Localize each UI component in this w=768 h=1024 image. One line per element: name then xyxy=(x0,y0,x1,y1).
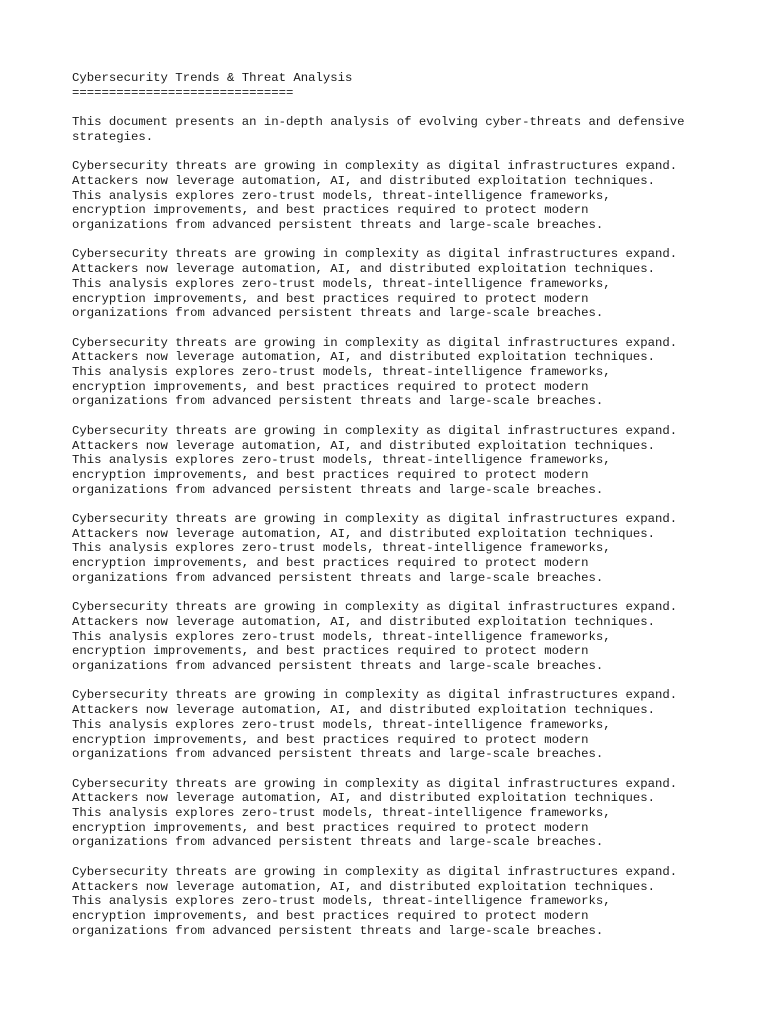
paragraph-line: Attackers now leverage automation, AI, and distributed exploitation techniques. xyxy=(72,791,655,806)
paragraph-line: encryption improvements, and best practices required to protect modern xyxy=(72,291,589,306)
paragraph-line: This analysis explores zero-trust models, threat-intelligence frameworks, xyxy=(72,365,611,379)
intro-paragraph xyxy=(72,115,732,144)
paragraph-line: This analysis explores zero-trust models, threat-intelligence frameworks, xyxy=(72,717,611,732)
paragraph-line: encryption improvements, and best practices required to protect modern xyxy=(72,732,589,747)
paragraph-line: Cybersecurity threats are growing in complexity as digital infrastructures expand. xyxy=(72,688,678,703)
paragraph-line: Attackers now leverage automation, AI, and distributed exploitation techniques. xyxy=(72,262,655,277)
paragraph-line: encryption improvements, and best practices required to protect modern xyxy=(72,908,589,923)
document-page xyxy=(72,71,732,953)
paragraph-line: Cybersecurity threats are growing in complexity as digital infrastructures expand. xyxy=(72,512,678,526)
paragraph-line: This analysis explores zero-trust models, threat-intelligence frameworks, xyxy=(72,453,611,468)
document-title: Cybersecurity Trends & Threat Analysis xyxy=(72,71,353,85)
paragraph-line: This analysis explores zero-trust models, threat-intelligence frameworks, xyxy=(72,894,611,909)
document-header xyxy=(72,71,732,100)
paragraph-line: encryption improvements, and best practices required to protect modern xyxy=(72,467,589,482)
paragraph-line: Attackers now leverage automation, AI, and distributed exploitation techniques. xyxy=(72,879,655,894)
paragraph-line: Cybersecurity threats are growing in complexity as digital infrastructures expand. xyxy=(72,335,678,350)
paragraph-line: encryption improvements, and best practices required to protect modern xyxy=(72,820,589,835)
body-paragraph xyxy=(72,865,732,939)
paragraph-line: organizations from advanced persistent threats and large-scale breaches. xyxy=(72,923,604,938)
body-paragraphs xyxy=(72,159,732,938)
paragraph-line: Cybersecurity threats are growing in complexity as digital infrastructures expand. xyxy=(72,600,678,615)
paragraph-line: Cybersecurity threats are growing in complexity as digital infrastructures expand. xyxy=(72,159,678,174)
paragraph-line: Cybersecurity threats are growing in complexity as digital infrastructures expand. xyxy=(72,423,678,438)
body-paragraph xyxy=(72,600,732,674)
paragraph-line: Attackers now leverage automation, AI, and distributed exploitation techniques. xyxy=(72,526,655,541)
paragraph-line: organizations from advanced persistent threats and large-scale breaches. xyxy=(72,835,604,850)
paragraph-line: organizations from advanced persistent threats and large-scale breaches. xyxy=(72,659,604,674)
body-paragraph xyxy=(72,424,732,498)
paragraph-line: organizations from advanced persistent threats and large-scale breaches. xyxy=(72,394,604,409)
paragraph-line: encryption improvements, and best practices required to protect modern xyxy=(72,556,589,571)
paragraph-line: This analysis explores zero-trust models, threat-intelligence frameworks, xyxy=(72,276,611,291)
paragraph-line: organizations from advanced persistent threats and large-scale breaches. xyxy=(72,747,604,762)
paragraph-line: Attackers now leverage automation, AI, and distributed exploitation techniques. xyxy=(72,438,655,453)
intro-line: This document presents an in-depth analysis of evolving cyber-threats and defensive xyxy=(72,115,685,130)
paragraph-line: Cybersecurity threats are growing in complexity as digital infrastructures expand. xyxy=(72,776,678,791)
paragraph-line: This analysis explores zero-trust models, threat-intelligence frameworks, xyxy=(72,806,611,821)
paragraph-line: organizations from advanced persistent threats and large-scale breaches. xyxy=(72,482,604,497)
paragraph-line: encryption improvements, and best practices required to protect modern xyxy=(72,379,589,394)
paragraph-line: This analysis explores zero-trust models, threat-intelligence frameworks, xyxy=(72,629,611,644)
paragraph-line: Attackers now leverage automation, AI, and distributed exploitation techniques. xyxy=(72,173,655,188)
paragraph-line: organizations from advanced persistent threats and large-scale breaches. xyxy=(72,306,604,321)
paragraph-line: This analysis explores zero-trust models, threat-intelligence frameworks, xyxy=(72,541,611,556)
body-paragraph xyxy=(72,159,732,233)
body-paragraph xyxy=(72,247,732,321)
paragraph-line: Attackers now leverage automation, AI, and distributed exploitation techniques. xyxy=(72,703,655,718)
paragraph-line: Cybersecurity threats are growing in complexity as digital infrastructures expand. xyxy=(72,247,678,262)
paragraph-line: encryption improvements, and best practices required to protect modern xyxy=(72,644,589,659)
paragraph-line: organizations from advanced persistent threats and large-scale breaches. xyxy=(72,570,604,585)
paragraph-line: This analysis explores zero-trust models, threat-intelligence frameworks, xyxy=(72,188,611,203)
body-paragraph xyxy=(72,777,732,851)
paragraph-line: encryption improvements, and best practices required to protect modern xyxy=(72,203,589,218)
intro-line: strategies. xyxy=(72,129,154,144)
paragraph-line: Cybersecurity threats are growing in complexity as digital infrastructures expand. xyxy=(72,864,678,879)
paragraph-line: Attackers now leverage automation, AI, and distributed exploitation techniques. xyxy=(72,614,655,629)
title-underline: ============================== xyxy=(72,85,294,100)
body-paragraph xyxy=(72,336,732,410)
body-paragraph xyxy=(72,688,732,762)
body-paragraph xyxy=(72,512,732,586)
paragraph-line: Attackers now leverage automation, AI, and distributed exploitation techniques. xyxy=(72,350,655,365)
paragraph-line: organizations from advanced persistent threats and large-scale breaches. xyxy=(72,218,604,232)
